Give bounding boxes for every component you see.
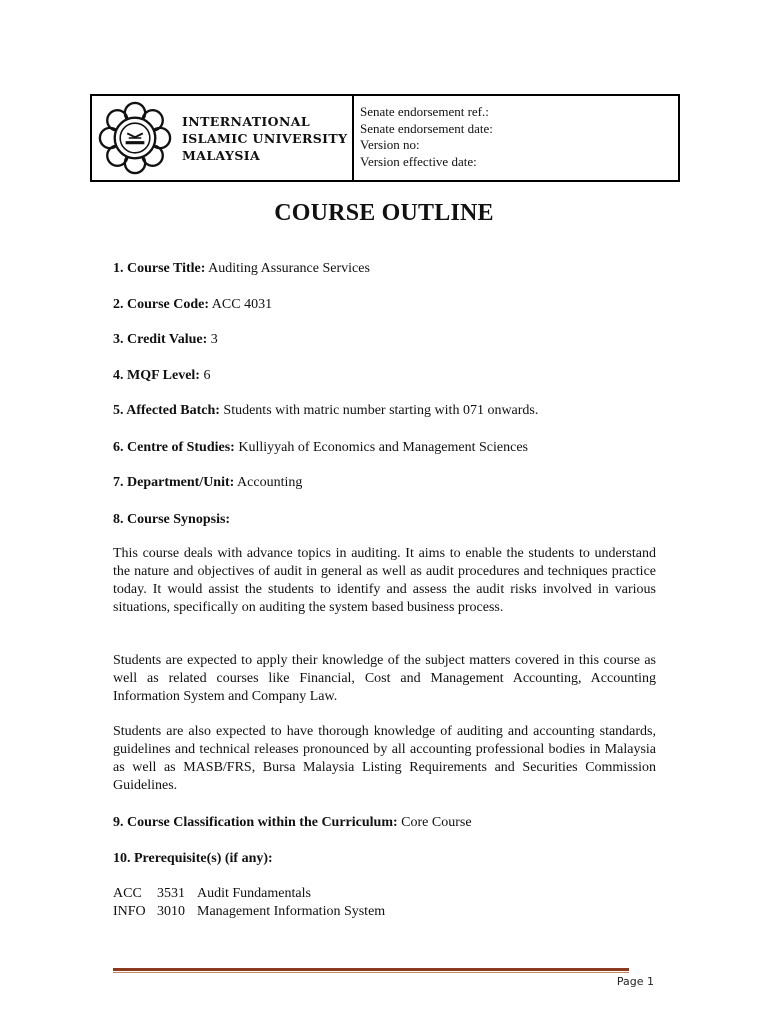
senate-endorsement-ref: Senate endorsement ref.: (360, 104, 489, 119)
field-value: Core Course (401, 815, 472, 830)
field-label: 1. Course Title: (113, 261, 206, 276)
department-item (113, 474, 302, 492)
university-logo (96, 99, 174, 177)
course-synopsis-heading (113, 511, 230, 529)
synopsis-paragraph: Students are expected to apply their knowledge of the subject matters covered in this course as well as related courses like Financial, Cost and Management Accounting, Accounting Information System and Company Law. (113, 653, 656, 704)
prerequisite-code: 3531 (157, 886, 185, 901)
centre-of-studies-item (113, 439, 528, 457)
course-title-item (113, 260, 370, 278)
prerequisite-name: Management Information System (197, 904, 386, 919)
prerequisite-code: 3010 (157, 904, 185, 919)
prerequisite-row (113, 903, 385, 921)
university-name (182, 113, 347, 164)
prerequisite-name: Audit Fundamentals (197, 886, 311, 901)
field-value: Kulliyyah of Economics and Management Sciences (238, 440, 528, 455)
header-table (90, 94, 680, 182)
prerequisite-prefix: ACC (113, 886, 142, 901)
field-label: 10. Prerequisite(s) (if any): (113, 851, 273, 866)
field-label: 4. MQF Level: (113, 368, 200, 383)
prerequisite-heading (113, 850, 273, 868)
university-name-line: INTERNATIONAL (182, 113, 311, 129)
field-value: Auditing Assurance Services (208, 261, 370, 276)
synopsis-paragraph: Students are also expected to have thorough knowledge of auditing and accounting standards, guidelines and technical releases pronounced by all accounting professional bodies in Malaysia as well as MASB/FRS, Bursa Malaysia Listing Requirements and Securities Commission Guidelines. (113, 724, 656, 793)
university-name-line: ISLAMIC UNIVERSITY (182, 130, 348, 146)
mqf-level-item (113, 367, 210, 385)
field-label: 9. Course Classification within the Curriculum: (113, 815, 398, 830)
field-value: ACC 4031 (211, 297, 273, 312)
field-value: 3 (210, 332, 218, 347)
university-block (92, 96, 354, 180)
prerequisite-row (113, 885, 311, 903)
field-label: 6. Centre of Studies: (113, 440, 235, 455)
synopsis-paragraph: This course deals with advance topics in auditing. It aims to enable the students to understand the nature and objectives of audit in general as well as audit procedures and techniques practice today. It would assist the students to identify and assess the audit risks involved in various situations, specifically on auditing the system based business process. (113, 546, 656, 615)
page-number: Page 1 (616, 975, 654, 988)
credit-value-item (113, 331, 218, 349)
field-label: 3. Credit Value: (113, 332, 208, 347)
course-classification-item (113, 814, 472, 832)
field-label: 8. Course Synopsis: (113, 512, 231, 527)
course-code-item (113, 296, 272, 314)
senate-info (354, 96, 678, 180)
page-title: COURSE OUTLINE (274, 200, 494, 226)
senate-endorsement-date: Senate endorsement date: (360, 120, 493, 136)
field-label: 5. Affected Batch: (113, 403, 220, 418)
footer-rule (113, 968, 629, 971)
prerequisite-prefix: INFO (113, 904, 146, 919)
footer-rule-thin (113, 972, 629, 973)
field-value: Accounting (237, 475, 303, 490)
affected-batch-item (113, 402, 538, 420)
field-value: 6 (203, 368, 211, 383)
field-label: 7. Department/Unit: (113, 475, 235, 490)
university-name-line: MALAYSIA (182, 147, 261, 163)
version-no: Version no: (360, 137, 420, 152)
field-label: 2. Course Code: (113, 297, 210, 312)
version-effective-date: Version effective date: (360, 153, 477, 169)
field-value: Students with matric number starting with 071 onwards. (223, 403, 539, 418)
